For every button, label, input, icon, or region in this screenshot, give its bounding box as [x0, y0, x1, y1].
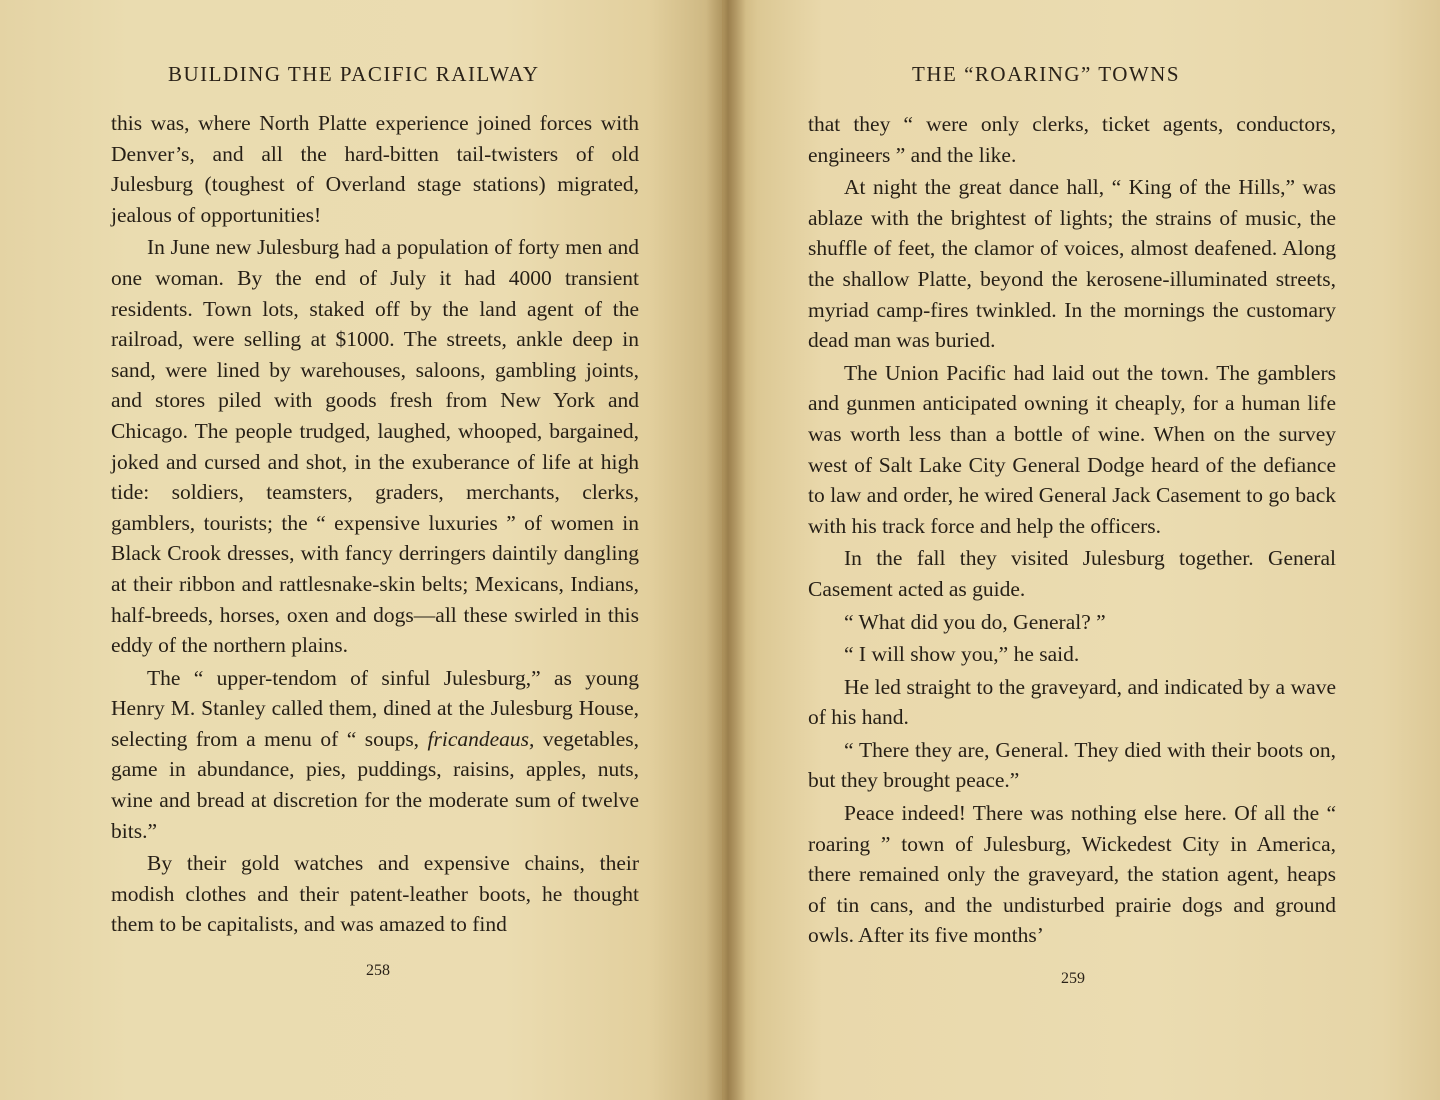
left-running-head: BUILDING THE PACIFIC RAILWAY — [168, 62, 540, 86]
paragraph: In June new Julesburg had a population of forty men and one woman. By the end of July it had 4000 transient residents. Town lots, staked off by the land agent of the railroad, were selling at $1000. The streets, ankle deep in sand, were lined by warehouses, saloons, gambling joints, and stores piled with goods fresh from New York and Chicago. The people trudged, laughed, whooped, bargained, joked and cursed and shot, in the exuberance of life at high tide: soldiers, teamsters, graders, merchants, clerks, gamblers, tourists; the “ expensive luxuries ” of women in Black Crook dresses, with fancy derringers daintily dangling at their ribbon and rattlesnake-skin belts; Mexicans, Indians, half-breeds, horses, oxen and dogs—all these swirled in this eddy of the northern plains. — [111, 235, 639, 658]
left-page-text — [111, 108, 639, 940]
paragraph: By their gold watches and expensive chains, their modish clothes and their patent-leather boots, he thought them to be capitalists, and was amazed to find — [111, 851, 639, 937]
paragraph: “ There they are, General. They died with their boots on, but they brought peace.” — [808, 737, 1336, 793]
paragraph: that they “ were only clerks, ticket agents, conductors, engineers ” and the like. — [808, 112, 1336, 167]
right-page-text — [808, 109, 1336, 951]
left-page-number: 258 — [366, 962, 390, 979]
paragraph: At night the great dance hall, “ King of the Hills,” was ablaze with the brightest of lights; the strains of music, the shuffle of feet, the clamor of voices, almost deafened. Along the shallow Platte, beyond the kerosene-illuminated streets, myriad camp-fires twinkled. In the mornings the customary dead man was buried. — [808, 175, 1336, 353]
right-running-head: THE “ROARING” TOWNS — [912, 62, 1181, 86]
right-page-number: 259 — [1061, 970, 1085, 987]
right-page — [722, 0, 1440, 1100]
italic-term: fricandeaus, — [427, 726, 535, 751]
paragraph — [111, 663, 639, 847]
paragraph: Peace indeed! There was nothing else here. Of all the “ roaring ” town of Julesburg, Wickedest City in America, there remained only the graveyard, the station agent, heaps of tin cans, and the undisturbed prairie dogs and ground owls. After its five months’ — [808, 801, 1336, 948]
paragraph-text: vegetables, game in abundance, pies, puddings, raisins, apples, nuts, wine and bread at discretion for the moderate sum of twelve bits.” — [111, 726, 639, 843]
book-gutter — [706, 0, 746, 1100]
paragraph: The Union Pacific had laid out the town. The gamblers and gunmen anticipated owning it cheaply, for a human life was worth less than a bottle of wine. When on the survey west of Salt Lake City General Dodge heard of the defiance to law and order, he wired General Jack Casement to go back with his track force and help the officers. — [808, 360, 1336, 538]
paragraph-text: The “ upper-tendom of sinful Julesburg,” as young Henry M. Stanley called them, dined at the Julesburg House, selecting from a menu of “ soups, — [111, 665, 639, 751]
paragraph: In the fall they visited Julesburg together. General Casement acted as guide. — [808, 546, 1336, 601]
paragraph: He led straight to the graveyard, and indicated by a wave of his hand. — [808, 674, 1336, 730]
paragraph: this was, where North Platte experience joined forces with Denver’s, and all the hard-bitten tail-twisters of old Julesburg (toughest of Overland stage stations) migrated, jealous of opportunities! — [111, 111, 639, 227]
paragraph: “ What did you do, General? ” — [844, 609, 1106, 634]
paragraph: “ I will show you,” he said. — [844, 642, 1080, 667]
